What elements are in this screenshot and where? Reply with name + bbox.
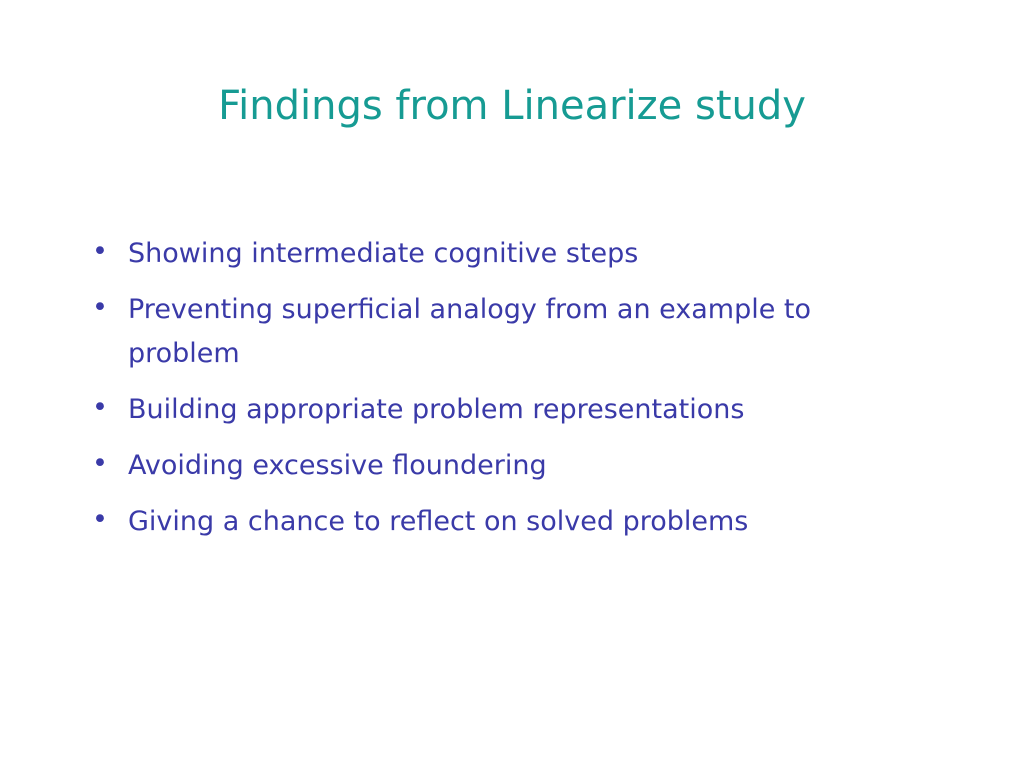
bullet-icon: • [92, 448, 108, 479]
bullet-text: Avoiding excessive floundering [128, 450, 547, 481]
bullet-item [90, 232, 920, 276]
bullet-icon: • [92, 504, 108, 535]
bullet-item [90, 288, 920, 376]
bullet-icon: • [92, 392, 108, 423]
bullet-icon: • [92, 292, 108, 323]
bullet-text: Building appropriate problem representations [128, 394, 745, 425]
bullet-text: Preventing superficial analogy from an example to problem [128, 294, 812, 369]
bullet-text: Giving a chance to reflect on solved problems [128, 506, 749, 537]
bullet-item [90, 388, 920, 432]
bullet-item [90, 500, 920, 544]
bullet-list [90, 232, 920, 556]
bullet-item [90, 444, 920, 488]
bullet-icon: • [92, 236, 108, 267]
slide-title: Findings from Linearize study [218, 83, 806, 129]
bullet-text: Showing intermediate cognitive steps [128, 238, 639, 269]
